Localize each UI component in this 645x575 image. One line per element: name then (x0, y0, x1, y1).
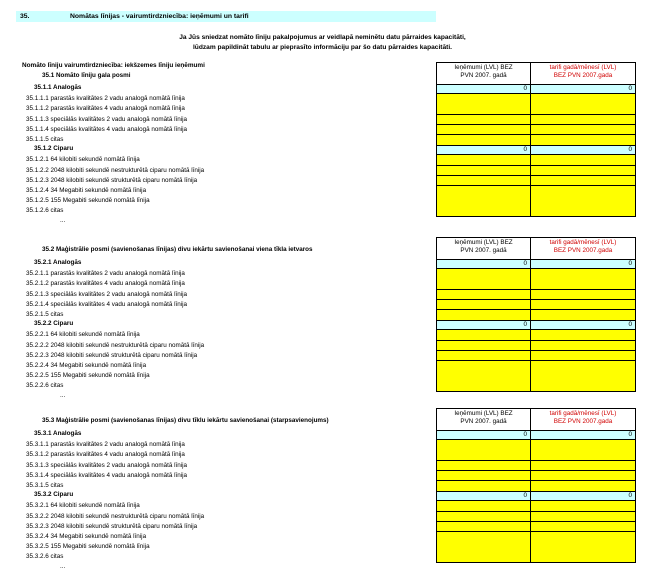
input-cell-revenue[interactable] (436, 361, 531, 372)
sum-cell-revenue: 0 (436, 259, 531, 269)
line-item-label: 35.1.2.2 2048 kilobiti sekundē nestrukturētā ciparu nomātā līnija (26, 166, 205, 174)
col-header-revenue-line1: Ieņēmumi (LVL) BEZ (454, 64, 513, 71)
sum-cell-tariff: 0 (530, 259, 636, 269)
input-cell-revenue[interactable] (436, 461, 531, 472)
line-item-label: 35.3.1.5 citas (26, 482, 64, 489)
line-item-label: 35.1.2.1 64 kilobiti sekundē nomātā līnija (26, 156, 140, 164)
input-cell-revenue[interactable] (436, 501, 531, 512)
input-cell-revenue[interactable] (436, 300, 531, 311)
line-item-label: 35.3.1.2 parastās kvalitātes 4 vadu analogā nomātā līnija (26, 451, 185, 459)
input-cell-tariff[interactable] (530, 532, 636, 543)
line-item-label: 35.3.1.1 parastās kvalitātes 2 vadu analogā nomātā līnija (26, 441, 185, 449)
col-header-revenue-line1: Ieņēmumi (LVL) BEZ (454, 239, 513, 246)
line-item-label: 35.1.1.2 parastās kvalitātes 4 vadu analogā nomātā līnija (26, 105, 185, 113)
col-header-tariff-line2: BEZ PVN 2007.gada (553, 418, 613, 425)
input-cell-revenue[interactable] (436, 371, 531, 382)
intro-line-2: lūdzam papildināt tabulu ar pieprasīto informāciju par šo datu pārraides kapacitāti. (192, 44, 453, 51)
sum-cell-revenue: 0 (436, 491, 531, 501)
line-item-label: 35.1.1.5 citas (26, 136, 64, 143)
input-cell-revenue[interactable] (436, 542, 531, 553)
input-cell-tariff[interactable] (530, 440, 636, 451)
line-item-label: 35.3.2.6 citas (26, 553, 64, 561)
input-cell-revenue[interactable] (436, 532, 531, 543)
input-cell-tariff[interactable] (530, 552, 636, 563)
input-cell-revenue[interactable] (436, 341, 531, 352)
input-cell-tariff[interactable] (530, 310, 636, 321)
line-item-label: 35.2.1.1 parastās kvalitātes 2 vadu analogā nomātā līnija (26, 270, 185, 278)
input-cell-revenue[interactable] (436, 94, 531, 105)
line-item-label: 35.1.2.3 2048 kilobiti sekundē strukturētā ciparu nomātā līnija (26, 176, 198, 184)
col-header-tariff-line1: tarifi gadā/mēnesī (LVL) (549, 410, 617, 417)
input-cell-tariff[interactable] (530, 300, 636, 311)
col-header-revenue-line2: PVN 2007. gadā (460, 247, 507, 254)
input-cell-tariff[interactable] (530, 94, 636, 105)
line-item-label: 35.3.1.4 speciālās kvalitātes 4 vadu analogā nomātā līnija (26, 471, 188, 479)
input-cell-tariff[interactable] (530, 135, 636, 146)
input-cell-revenue[interactable] (436, 115, 531, 126)
col-header-revenue-line2: PVN 2007. gadā (460, 72, 507, 79)
col-header-revenue-line1: Ieņēmumi (LVL) BEZ (454, 410, 513, 417)
line-item-label: 35.2.2.4 34 Megabiti sekundē nomātā līnija (26, 362, 147, 369)
input-cell-revenue[interactable] (436, 450, 531, 461)
line-item-label: 35.3.2.3 2048 kilobiti sekundē strukturētā ciparu nomātā līnija (26, 522, 198, 530)
sum-cell-revenue: 0 (436, 430, 531, 440)
input-cell-revenue[interactable] (436, 481, 531, 492)
line-item-label: 35.2.2.5 155 Megabiti sekundē nomātā līnija (26, 372, 150, 380)
line-item-label: 35.1.2.6 citas (26, 207, 64, 215)
input-cell-tariff[interactable] (530, 371, 636, 382)
input-cell-tariff[interactable] (530, 522, 636, 533)
line-item-label: 35.3.2.4 34 Megabiti sekundē nomātā līnija (26, 533, 147, 540)
line-item-label: 35.1.2.5 155 Megabiti sekundē nomātā līnija (26, 197, 150, 205)
block-title: 35.3 Maģistrālie posmi (savienošanas līnijas) divu tīklu iekārtu savienošanai (starpsavienojums) (42, 417, 329, 424)
line-item-label: 35.3.2.1 64 kilobiti sekundē nomātā līnija (26, 502, 140, 510)
input-cell-tariff[interactable] (530, 450, 636, 461)
sum-cell-tariff: 0 (530, 491, 636, 501)
sum-cell-revenue: 0 (436, 84, 531, 94)
line-item-label: 35.1.1.3 speciālās kvalitātes 2 vadu analogā nomātā līnija (26, 115, 188, 123)
line-item-label: 35.1.2.4 34 Megabiti sekundē nomātā līnija (26, 187, 147, 194)
more-rows-ellipsis: ... (60, 391, 66, 399)
input-cell-revenue[interactable] (436, 176, 531, 187)
input-cell-tariff[interactable] (530, 104, 636, 115)
col-header-tariff-line2: BEZ PVN 2007.gada (553, 247, 613, 254)
col-header-revenue-line2: PVN 2007. gadā (460, 418, 507, 425)
input-cell-revenue[interactable] (436, 552, 531, 563)
group-label: 35.3.2 Ciparu (34, 491, 74, 499)
sum-cell-tariff: 0 (530, 320, 636, 330)
more-rows-ellipsis: ... (60, 562, 66, 570)
input-cell-revenue[interactable] (436, 290, 531, 301)
input-cell-tariff[interactable] (530, 186, 636, 197)
input-cell-revenue[interactable] (436, 279, 531, 290)
group-label: 35.2.2 Ciparu (34, 320, 74, 328)
col-header-tariff-line1: tarifi gadā/mēnesī (LVL) (549, 239, 617, 246)
input-cell-tariff[interactable] (530, 481, 636, 492)
input-cell-tariff[interactable] (530, 330, 636, 341)
group-label: 35.1.2 Ciparu (34, 145, 74, 153)
input-cell-revenue[interactable] (436, 135, 531, 146)
input-cell-revenue[interactable] (436, 155, 531, 166)
col-header-tariff-line2: BEZ PVN 2007.gada (553, 72, 613, 79)
block-title: 35.1 Nomāto līniju gala posmi (42, 72, 131, 79)
col-header-tariff-line1: tarifi gadā/mēnesī (LVL) (549, 64, 617, 71)
input-cell-tariff[interactable] (530, 542, 636, 553)
input-cell-revenue[interactable] (436, 269, 531, 280)
input-cell-revenue[interactable] (436, 330, 531, 341)
group-label: 35.2.1 Analogās (34, 259, 82, 266)
line-item-label: 35.1.1.1 parastās kvalitātes 2 vadu analogā nomātā līnija (26, 95, 185, 103)
input-cell-tariff[interactable] (530, 166, 636, 177)
input-cell-tariff[interactable] (530, 361, 636, 372)
input-cell-revenue[interactable] (436, 125, 531, 136)
line-item-label: 35.3.1.3 speciālās kvalitātes 2 vadu analogā nomātā līnija (26, 461, 188, 469)
line-item-label: 35.2.1.2 parastās kvalitātes 4 vadu analogā nomātā līnija (26, 280, 185, 288)
input-cell-revenue[interactable] (436, 522, 531, 533)
section-title: Nomātas līnijas - vairumtirdzniecība: ieņēmumi un tarifi (70, 13, 249, 20)
line-item-label: 35.2.2.3 2048 kilobiti sekundē strukturētā ciparu nomātā līnija (26, 351, 198, 359)
col-header-tariff (530, 408, 636, 432)
input-cell-tariff[interactable] (530, 196, 636, 207)
input-cell-tariff[interactable] (530, 381, 636, 392)
block-title: 35.2 Maģistrālie posmi (savienošanas līnijas) divu iekārtu savienošanai viena tīkla ietvaros (42, 246, 313, 253)
line-item-label: 35.2.2.1 64 kilobiti sekundē nomātā līnija (26, 331, 140, 339)
sum-cell-revenue: 0 (436, 145, 531, 155)
sum-cell-tariff: 0 (530, 145, 636, 155)
line-item-label: 35.2.1.4 speciālās kvalitātes 4 vadu analogā nomātā līnija (26, 300, 188, 308)
col-header-revenue (436, 62, 531, 86)
group-label: 35.3.1 Analogās (34, 430, 82, 437)
section-number: 35. (20, 13, 30, 20)
col-header-revenue (436, 408, 531, 432)
more-rows-ellipsis: ... (60, 216, 66, 224)
input-cell-revenue[interactable] (436, 104, 531, 115)
input-cell-tariff[interactable] (530, 501, 636, 512)
input-cell-tariff[interactable] (530, 290, 636, 301)
input-cell-revenue[interactable] (436, 186, 531, 197)
sum-cell-tariff: 0 (530, 84, 636, 94)
group-label: 35.1.1 Analogās (34, 84, 82, 91)
line-item-label: 35.2.2.2 2048 kilobiti sekundē nestrukturētā ciparu nomātā līnija (26, 341, 205, 349)
input-cell-revenue[interactable] (436, 440, 531, 451)
input-cell-tariff[interactable] (530, 341, 636, 352)
input-cell-tariff[interactable] (530, 176, 636, 187)
col-header-revenue (436, 237, 531, 261)
table-section-title: Nomāto līniju vairumtirdzniecība: iekšzemes līniju ieņēmumi (22, 62, 205, 69)
input-cell-revenue[interactable] (436, 351, 531, 362)
input-cell-tariff[interactable] (530, 279, 636, 290)
input-cell-tariff[interactable] (530, 471, 636, 482)
line-item-label: 35.1.1.4 speciālās kvalitātes 4 vadu analogā nomātā līnija (26, 125, 188, 133)
input-cell-revenue[interactable] (436, 166, 531, 177)
col-header-tariff (530, 62, 636, 86)
col-header-tariff (530, 237, 636, 261)
line-item-label: 35.3.2.5 155 Megabiti sekundē nomātā līnija (26, 543, 150, 551)
input-cell-tariff[interactable] (530, 461, 636, 472)
input-cell-tariff[interactable] (530, 351, 636, 362)
input-cell-revenue[interactable] (436, 310, 531, 321)
input-cell-revenue[interactable] (436, 206, 531, 217)
input-cell-tariff[interactable] (530, 115, 636, 126)
input-cell-tariff[interactable] (530, 155, 636, 166)
input-cell-tariff[interactable] (530, 269, 636, 280)
line-item-label: 35.3.2.2 2048 kilobiti sekundē nestrukturētā ciparu nomātā līnija (26, 512, 205, 520)
input-cell-revenue[interactable] (436, 471, 531, 482)
input-cell-revenue[interactable] (436, 196, 531, 207)
input-cell-revenue[interactable] (436, 512, 531, 523)
intro-line-1: Ja Jūs sniedzat nomāto līniju pakalpojumus ar veidlapā neminētu datu pārraides kapacitāti, (179, 34, 466, 41)
input-cell-revenue[interactable] (436, 381, 531, 392)
input-cell-tariff[interactable] (530, 206, 636, 217)
input-cell-tariff[interactable] (530, 512, 636, 523)
input-cell-tariff[interactable] (530, 125, 636, 136)
line-item-label: 35.2.1.5 citas (26, 311, 64, 318)
line-item-label: 35.2.1.3 speciālās kvalitātes 2 vadu analogā nomātā līnija (26, 290, 188, 298)
sum-cell-revenue: 0 (436, 320, 531, 330)
line-item-label: 35.2.2.6 citas (26, 382, 64, 390)
sum-cell-tariff: 0 (530, 430, 636, 440)
